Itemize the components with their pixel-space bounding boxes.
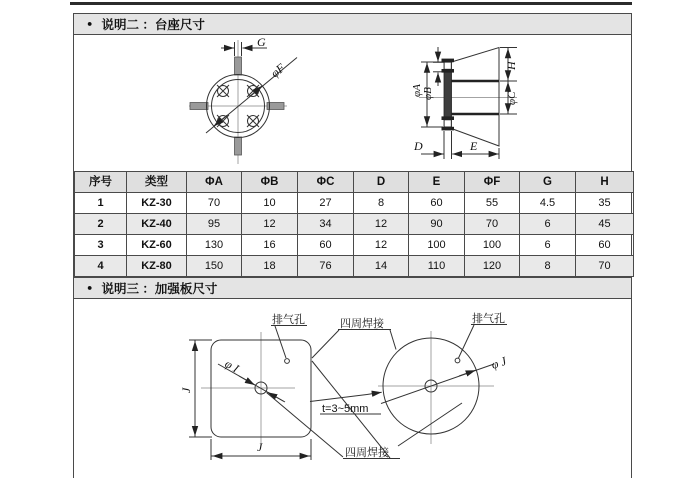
- page-top-rule: [70, 2, 632, 5]
- base-top-view: [189, 35, 297, 164]
- cell: KZ-30: [127, 193, 187, 214]
- col-header: ΦC: [298, 172, 354, 193]
- cell: KZ-40: [127, 214, 187, 235]
- cell: 70: [465, 214, 520, 235]
- thickness-label: t=3~5mm: [322, 403, 369, 415]
- base-side-view: [411, 47, 518, 159]
- cell: 10: [242, 193, 298, 214]
- dim-label-phiJ: φ J: [489, 353, 509, 372]
- square-exhaust-hole: [285, 359, 290, 364]
- dim-label-J-bottom: J: [257, 440, 263, 454]
- dim-label-phiA: φA: [411, 84, 423, 97]
- base-drawing-area: [74, 35, 631, 171]
- cell: 60: [576, 235, 634, 256]
- cell: 16: [242, 235, 298, 256]
- bolt-bottom-cap1: [442, 116, 455, 120]
- cell: 8: [354, 193, 409, 214]
- bolt-top-cap1: [442, 59, 455, 63]
- cell: 150: [187, 256, 242, 277]
- table-header-row: [75, 172, 634, 193]
- cell: 100: [465, 235, 520, 256]
- dim-label-E: E: [470, 139, 478, 153]
- col-header: E: [409, 172, 465, 193]
- col-header: H: [576, 172, 634, 193]
- bolt-hole-bottom-gap: [445, 120, 451, 126]
- cell: 70: [576, 256, 634, 277]
- round-exhaust-hole: [455, 358, 460, 363]
- cell: 34: [298, 214, 354, 235]
- weld-label-bottom: 四周焊接: [345, 447, 389, 459]
- table-row: [75, 256, 634, 277]
- table-row: [75, 193, 634, 214]
- tab-top: [235, 57, 242, 75]
- base-dimension-table: [74, 171, 634, 277]
- dim-label-H: H: [504, 61, 518, 70]
- cell: 110: [409, 256, 465, 277]
- cell: 18: [242, 256, 298, 277]
- bolt-bottom-cap2: [442, 127, 455, 131]
- plate-drawing-svg: [74, 299, 631, 477]
- cell: 130: [187, 235, 242, 256]
- dim-label-phiI: φ I: [222, 356, 242, 376]
- cell: 45: [576, 214, 634, 235]
- cell: 12: [354, 235, 409, 256]
- col-header: G: [520, 172, 576, 193]
- cell: KZ-60: [127, 235, 187, 256]
- cone-outline: [452, 48, 500, 147]
- cell: 70: [187, 193, 242, 214]
- section-header-plate-dimensions: [74, 277, 631, 299]
- col-header: 序号: [75, 172, 127, 193]
- cell: 35: [576, 193, 634, 214]
- cell: 14: [354, 256, 409, 277]
- content-sheet: [73, 13, 632, 478]
- dim-label-D: D: [414, 139, 423, 153]
- cell: 95: [187, 214, 242, 235]
- col-header: D: [354, 172, 409, 193]
- round-plate-view: [378, 311, 509, 444]
- dim-G: [221, 35, 267, 56]
- weld-label-top: 四周焊接: [340, 318, 384, 330]
- cell: 60: [409, 193, 465, 214]
- exhaust-hole-label-left: 排气孔: [272, 314, 305, 326]
- dim-label-J-left: J: [179, 387, 193, 393]
- bullet-icon: ●: [87, 282, 93, 293]
- cell: 1: [75, 193, 127, 214]
- bullet-icon: ●: [87, 18, 93, 29]
- col-header: ΦB: [242, 172, 298, 193]
- section-title: 说明二 ：台座尺寸: [101, 18, 205, 32]
- col-header: ΦA: [187, 172, 242, 193]
- table-row: [75, 235, 634, 256]
- plate-drawing-area: [74, 299, 631, 477]
- tab-left: [190, 103, 208, 110]
- cell: 90: [409, 214, 465, 235]
- dim-label-G: G: [257, 35, 266, 49]
- cell: 2: [75, 214, 127, 235]
- cell: 76: [298, 256, 354, 277]
- col-header: ΦF: [465, 172, 520, 193]
- cell: 60: [298, 235, 354, 256]
- section-title: 说明三 ：加强板尺寸: [101, 282, 218, 296]
- dim-label-phiB: φB: [422, 87, 434, 100]
- cell: 6: [520, 214, 576, 235]
- cell: 120: [465, 256, 520, 277]
- weld-annotations: [267, 316, 463, 459]
- dim-label-phiF: φF: [267, 60, 288, 81]
- cell: 12: [242, 214, 298, 235]
- cell: 3: [75, 235, 127, 256]
- base-drawing-svg: [74, 35, 631, 171]
- cell: 8: [520, 256, 576, 277]
- cell: 100: [409, 235, 465, 256]
- tab-bottom: [235, 137, 242, 155]
- section-header-base-dimensions: [74, 13, 631, 35]
- cell: 55: [465, 193, 520, 214]
- cell: 4: [75, 256, 127, 277]
- exhaust-hole-label-right: 排气孔: [472, 313, 505, 325]
- dim-label-phiC: φC: [506, 91, 518, 105]
- cell: KZ-80: [127, 256, 187, 277]
- square-plate-view: [179, 312, 311, 460]
- cell: 12: [354, 214, 409, 235]
- bolt-hole-top-gap: [445, 63, 451, 69]
- bolt-top-cap2: [442, 69, 455, 73]
- col-header: 类型: [127, 172, 187, 193]
- cell: 6: [520, 235, 576, 256]
- cell: 4.5: [520, 193, 576, 214]
- table-row: [75, 214, 634, 235]
- cell: 27: [298, 193, 354, 214]
